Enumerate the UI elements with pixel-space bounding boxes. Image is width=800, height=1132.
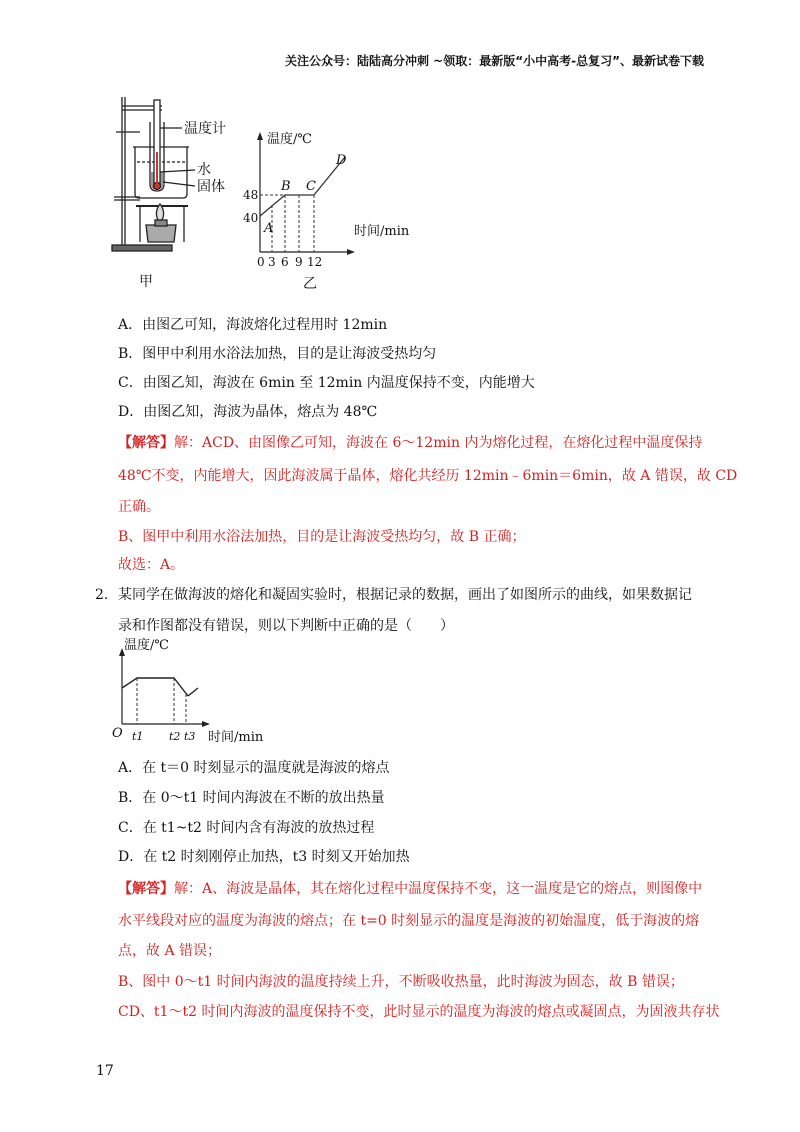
x-tick-3: 3: [268, 255, 276, 269]
q2-stem-line-1: 某同学在做海波的熔化和凝固实验时，根据记录的数据，画出了如图所示的曲线，如果数据记: [118, 587, 692, 603]
figure-2-graph: [110, 636, 290, 748]
q1-answer-line-5: 故选：A。: [118, 557, 185, 573]
graph-ylabel: 温度/℃: [267, 132, 312, 147]
q2-answer-line-2: 水平线段对应的温度为海波的熔点；在 t=0 时刻显示的温度是海波的初始温度，低于海波的熔: [118, 913, 700, 929]
graph2-tick-t2: t2: [169, 730, 181, 743]
x-tick-12: 12: [307, 255, 323, 269]
q1-option-d: D．由图乙知，海波为晶体，熔点为 48℃: [118, 404, 378, 420]
q1-option-a: A．由图乙可知，海波熔化过程用时 12min: [118, 317, 388, 333]
q1-answer-line-3: 正确。: [118, 499, 160, 515]
point-label-a: A: [264, 221, 274, 236]
water-label: 水: [197, 162, 211, 178]
point-label-d: D: [336, 153, 347, 168]
x-tick-6: 6: [281, 255, 289, 269]
q2-option-c: C．在 t1~t2 时间内含有海波的放热过程: [118, 820, 375, 836]
thermometer-label: 温度计: [184, 121, 226, 137]
q2-answer-line-5: CD、t1～t2 时间内海波的温度保持不变，此时显示的温度为海波的熔点或凝固点，为固液共存状: [118, 1004, 720, 1020]
answer-tag: 【解答】: [118, 435, 174, 451]
graph2-tick-t3: t3: [184, 730, 196, 743]
graph2-tick-t1: t1: [132, 730, 144, 743]
figure-1: [100, 92, 430, 297]
graph-xlabel: 时间/min: [354, 224, 410, 239]
q2-option-b: B．在 0～t1 时间内海波在不断的放出热量: [118, 790, 385, 806]
graph2-xlabel: 时间/min: [208, 730, 264, 745]
y-tick-40: 40: [243, 211, 259, 225]
graph-caption: 乙: [303, 276, 317, 292]
graph2-ylabel: 温度/℃: [124, 638, 169, 653]
page-number: 17: [96, 1063, 114, 1079]
q2-stem-line-2: 录和作图都没有错误，则以下判断中正确的是（ ）: [118, 618, 454, 634]
point-label-c: C: [306, 179, 316, 194]
q1-option-c: C．由图乙知，海波在 6min 至 12min 内温度保持不变，内能增大: [118, 375, 535, 391]
q2-option-a: A．在 t＝0 时刻显示的温度就是海波的熔点: [118, 760, 390, 776]
solid-label: 固体: [197, 179, 225, 195]
x-tick-0: 0: [257, 255, 265, 269]
answer-tag: 【解答】: [118, 881, 174, 897]
q1-option-b: B．图甲中利用水浴法加热，目的是让海波受热均匀: [118, 346, 437, 362]
q1-answer-line-1: 【解答】解：ACD、由图像乙可知，海波在 6～12min 内为熔化过程，在熔化过程中温度保持: [118, 435, 703, 451]
q1-answer-line-2: 48℃不变，内能增大，因此海波属于晶体，熔化共经历 12min﹣6min＝6min，故 A 错误，故 CD: [118, 468, 738, 484]
point-label-b: B: [281, 179, 291, 194]
apparatus-caption: 甲: [139, 274, 153, 290]
heating-apparatus-diagram: [112, 97, 195, 251]
page-header: 关注公众号：陆陆高分冲刺 ~领取：最新版“小中高考-总复习”、最新试卷下载: [285, 54, 704, 68]
q2-answer-line-1: 【解答】解：A、海波是晶体，其在熔化过程中温度保持不变，这一温度是它的熔点，则图像中: [118, 881, 703, 897]
q2-answer-line-4: B、图中 0～t1 时间内海波的温度持续上升，不断吸收热量，此时海波为固态，故 B 错误；: [118, 974, 684, 990]
q2-number: 2.: [95, 587, 109, 603]
graph2-origin: O: [112, 726, 123, 741]
q2-option-d: D．在 t2 时刻刚停止加热，t3 时刻又开始加热: [118, 849, 410, 865]
q1-answer-line-4: B、图甲中利用水浴法加热，目的是让海波受热均匀，故 B 正确；: [118, 529, 526, 545]
x-tick-9: 9: [295, 255, 303, 269]
q2-answer-line-3: 点，故 A 错误；: [118, 943, 222, 959]
y-tick-48: 48: [243, 188, 259, 202]
